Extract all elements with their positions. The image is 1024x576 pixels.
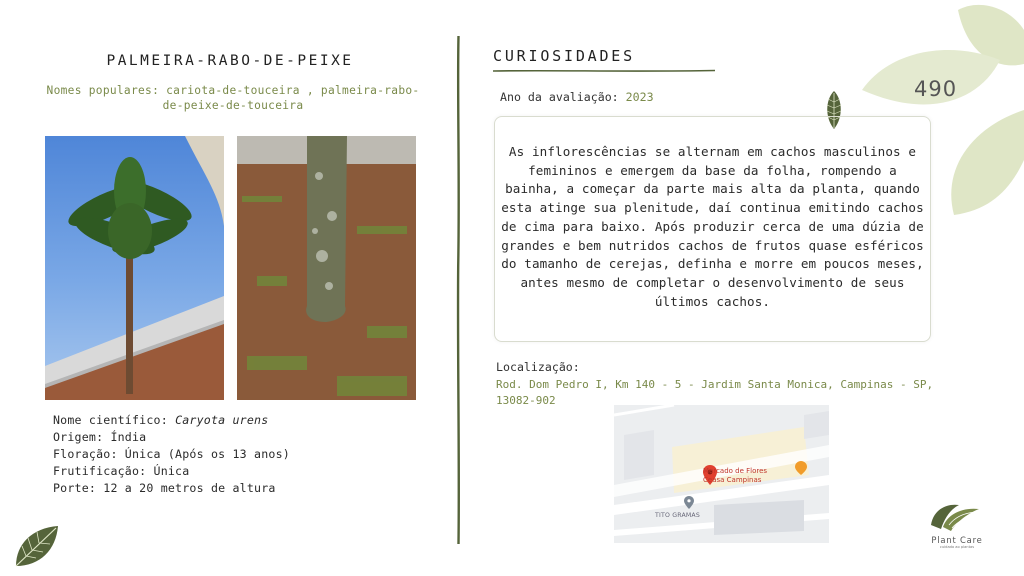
- plant-title: PALMEIRA-RABO-DE-PEIXE: [106, 53, 354, 69]
- evaluation-year-value: 2023: [625, 90, 654, 104]
- location-address: Rod. Dom Pedro I, Km 140 - 5 - Jardim Santa Monica, Campinas - SP, 13082-902: [496, 378, 934, 407]
- scientific-name: Caryota urens: [175, 413, 269, 427]
- map-place-line2: Ceasa Campinas: [703, 476, 762, 484]
- brand-tagline: cuidado ao plantas: [939, 545, 975, 549]
- map-food-icon: [795, 461, 807, 475]
- curiosity-card: [494, 116, 931, 342]
- curiosity-text: As inflorescências se alternam em cachos masculinos e femininos e emergem da base da folha, rompendo a bainha, a começar da parte mais alta da planta, quando esta atinge sua plenitude, daí continua emitindo cachos de cima para baixo. Após produzir cerca de uma dúzia de grandes e bem nutridos cachos de frutos quase esféricos do tamanho de cerejas, definha e morre em poucos meses, antes mesmo de completar o desenvolvimento de seus últimos cachos.: [501, 144, 924, 309]
- popular-names: Nomes populares: cariota-de-touceira , palmeira-rabo-de-peixe-de-touceira: [46, 84, 420, 112]
- scientific-name-label: Nome científico:: [53, 413, 176, 427]
- plant-facts: [53, 412, 290, 497]
- map-street-label: TITO GRAMAS: [655, 512, 700, 519]
- palm-trunk-photo: [237, 136, 416, 400]
- evaluation-year-label: Ano da avaliação:: [500, 90, 626, 104]
- fruiting: Frutificação: Única: [53, 464, 190, 478]
- record-number: 490: [914, 77, 958, 101]
- flowering: Floração: Única (Após os 13 anos): [53, 447, 290, 461]
- map-place-line1: Mercado de Flores: [703, 467, 768, 475]
- location-label: Localização:: [496, 360, 580, 374]
- title-underline: [493, 69, 715, 73]
- leaf-icon: [12, 524, 60, 568]
- evaluation-year: [500, 90, 654, 104]
- origin: Origem: Índia: [53, 430, 147, 444]
- column-divider: [456, 36, 461, 544]
- map-marker-icon: [684, 496, 694, 509]
- plant-care-logo: [929, 501, 983, 533]
- size: Porte: 12 a 20 metros de altura: [53, 481, 276, 495]
- map-place-label: [703, 467, 767, 485]
- brand-name: Plant Care: [931, 535, 983, 545]
- palm-tree-photo: [45, 136, 224, 400]
- section-title: CURIOSIDADES: [493, 47, 635, 65]
- scientific-name-line: [53, 412, 290, 429]
